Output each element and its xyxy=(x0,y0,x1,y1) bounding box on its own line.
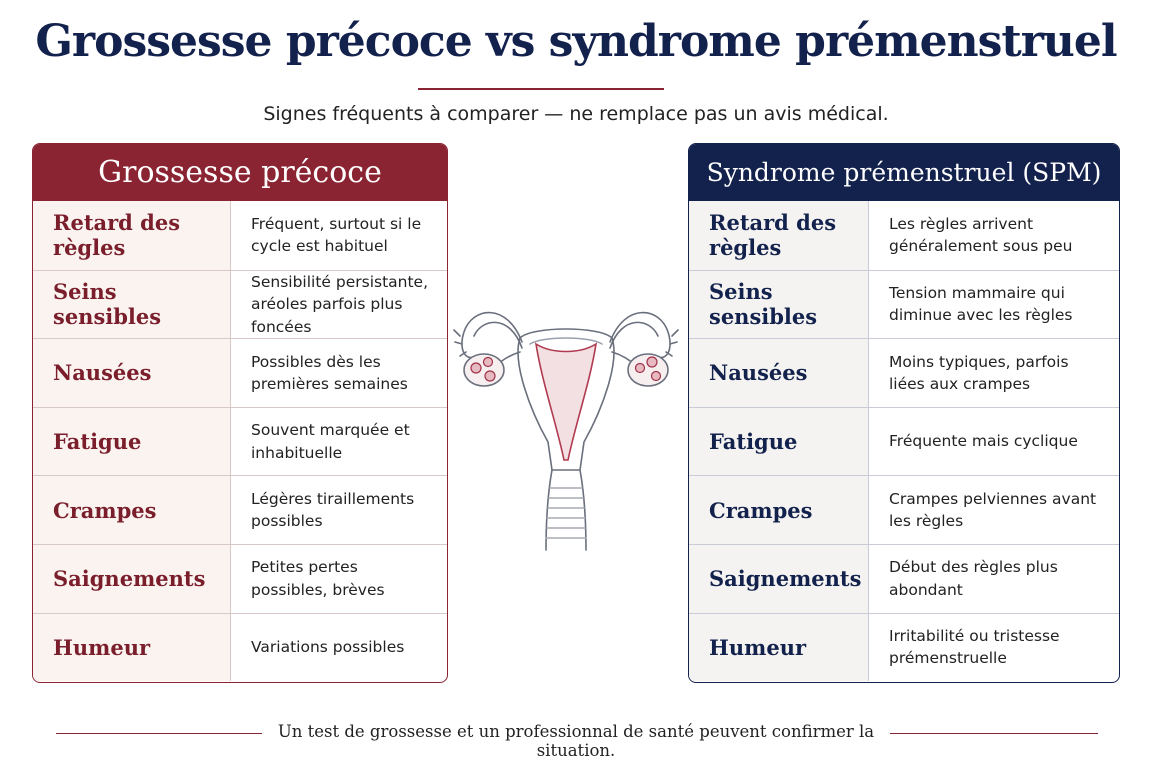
row-label: Nausées xyxy=(689,339,869,407)
pms-heading: Syndrome prémenstruel (SPM) xyxy=(689,144,1119,201)
row-description: Fréquent, surtout si le cycle est habituel xyxy=(251,214,422,256)
table-row xyxy=(689,407,1119,476)
row-description: Crampes pelviennes avant les règles xyxy=(889,489,1097,531)
table-row xyxy=(689,201,1119,270)
row-description: Tension mammaire qui diminue avec les règles xyxy=(889,283,1073,325)
row-label: Nausées xyxy=(33,339,231,407)
row-label: Seins sensibles xyxy=(33,271,231,339)
row-description: Sensibilité persistante, aréoles parfois plus foncées xyxy=(251,272,429,336)
table-row xyxy=(33,407,447,476)
row-description: Début des règles plus abondant xyxy=(889,558,1058,599)
row-label: Humeur xyxy=(33,614,231,682)
row-label: Fatigue xyxy=(689,408,869,476)
row-description: Variations possibles xyxy=(251,638,405,657)
table-row xyxy=(33,475,447,544)
row-label: Saignements xyxy=(33,545,231,613)
table-row xyxy=(689,270,1119,339)
table-row xyxy=(689,544,1119,613)
row-description: Petites pertes possibles, brèves xyxy=(251,558,385,599)
footer-divider-left xyxy=(56,733,262,734)
row-description: Possibles dès les premières semaines xyxy=(251,352,408,393)
table-row xyxy=(689,613,1119,682)
early-pregnancy-rows xyxy=(33,201,447,681)
uterus-icon xyxy=(452,292,680,556)
table-row xyxy=(689,338,1119,407)
row-label: Crampes xyxy=(689,476,869,544)
row-label: Humeur xyxy=(689,614,869,682)
pms-rows xyxy=(689,201,1119,681)
table-row xyxy=(33,544,447,613)
row-label: Crampes xyxy=(33,476,231,544)
row-description: Moins typiques, parfois liées aux crampes xyxy=(889,352,1069,393)
row-label: Fatigue xyxy=(33,408,231,476)
title-underline xyxy=(418,88,664,90)
early-pregnancy-panel xyxy=(32,143,448,683)
table-row xyxy=(33,613,447,682)
row-label: Retard des règles xyxy=(689,201,869,270)
page-subtitle: Signes fréquents à comparer — ne remplace pas un avis médical. xyxy=(263,103,889,125)
row-label: Saignements xyxy=(689,545,869,613)
row-label: Seins sensibles xyxy=(689,271,869,339)
row-description: Fréquente mais cyclique xyxy=(889,432,1078,451)
page-title: Grossesse précoce vs syndrome prémenstruel xyxy=(35,16,1117,67)
uterus-illustration xyxy=(452,292,680,556)
row-description: Les règles arrivent généralement sous peu xyxy=(889,214,1073,256)
table-row xyxy=(689,475,1119,544)
table-row xyxy=(33,338,447,407)
row-label: Retard des règles xyxy=(33,201,231,270)
footer-divider-right xyxy=(890,733,1098,734)
early-pregnancy-heading: Grossesse précoce xyxy=(33,144,447,201)
row-description: Souvent marquée et inhabituelle xyxy=(251,421,410,462)
row-description: Légères tiraillements possibles xyxy=(251,489,415,531)
row-description: Irritabilité ou tristesse prémenstruelle xyxy=(889,626,1060,668)
pms-panel xyxy=(688,143,1120,683)
table-row xyxy=(33,201,447,270)
table-row xyxy=(33,270,447,339)
footer-note: Un test de grossesse et un professionnal de santé peuvent confirmer la situation. xyxy=(277,722,875,760)
